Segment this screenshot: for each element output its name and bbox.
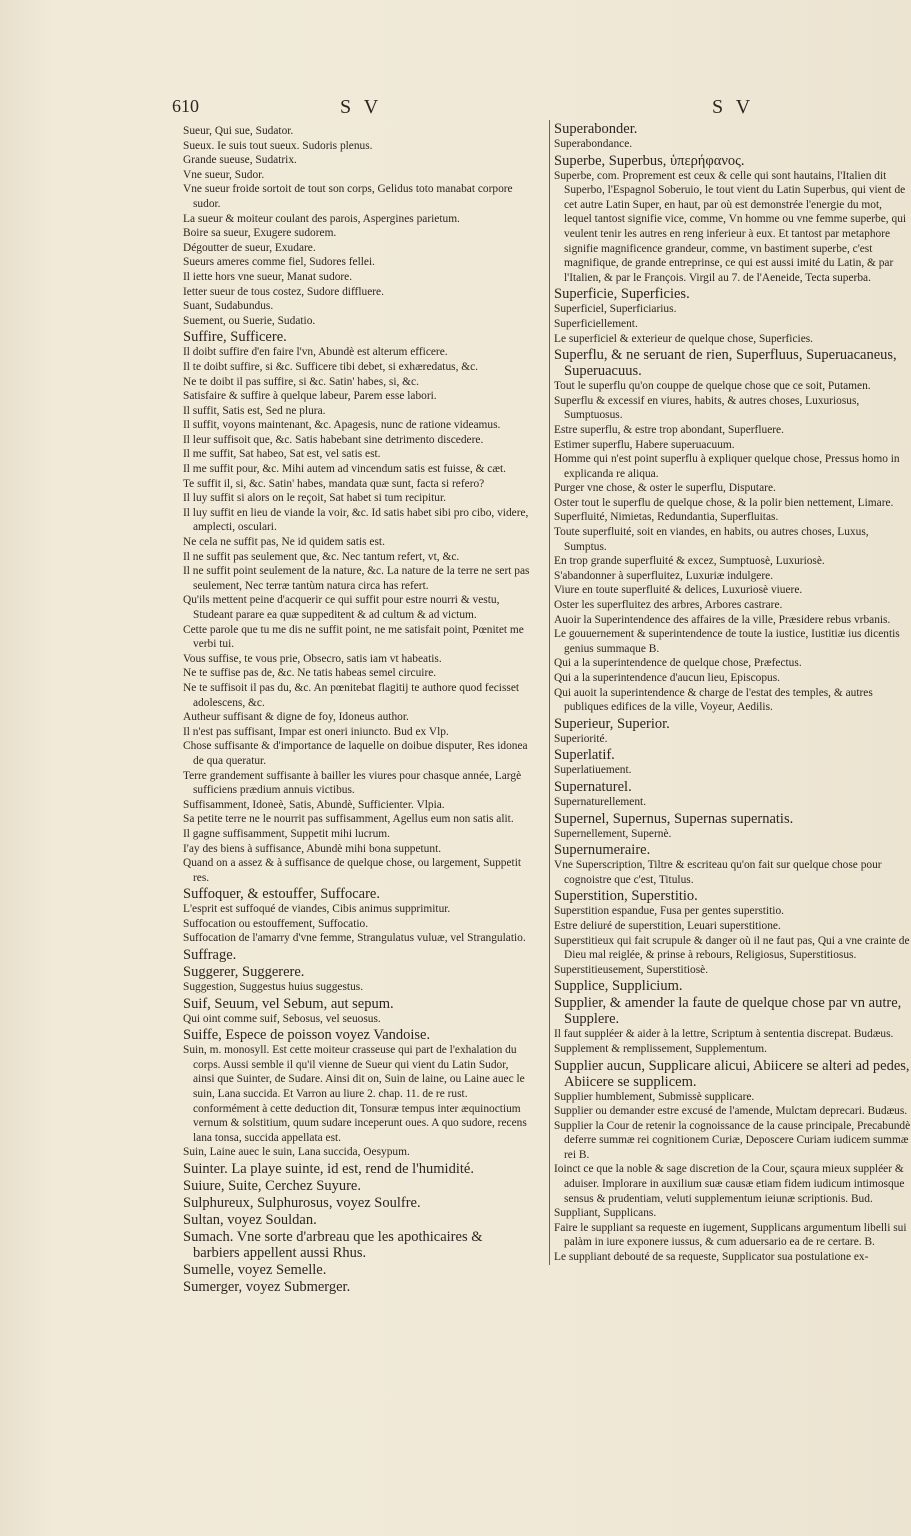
dictionary-entry: Viure en toute superfluité & delices, Luxuriosè viuere. [554, 584, 803, 597]
dictionary-entry: Ne te suffisoit il pas du, &c. An pœnitebat flagitij te authore quod fecisset adolescens, &c. [183, 681, 520, 709]
dictionary-entry: Superiorité. [554, 732, 608, 745]
dictionary-entry: Supplier la Cour de retenir la cognoissance de la cause principale, Precabundè deferre summæ rei cognitionem Curiæ, Deposcere Curiam iudicem summæ rei B. [554, 1119, 911, 1161]
dictionary-entry: Il faut suppléer & aider à la lettre, Scriptum à sententia discrepat. Budæus. [554, 1028, 894, 1041]
left-column [183, 124, 531, 1295]
dictionary-entry: Suffire, Sufficere. [183, 329, 287, 346]
dictionary-entry: Grande sueuse, Sudatrix. [183, 154, 297, 167]
dictionary-entry: Sumelle, voyez Semelle. [183, 1262, 327, 1278]
dictionary-entry: Il gagne suffisamment, Suppetit mihi lucrum. [183, 827, 391, 840]
dictionary-entry: Il suffit, voyons maintenant, &c. Apagesis, nunc de ratione videamus. [183, 419, 501, 432]
dictionary-entry: Suffocation ou estouffement, Suffocatio. [183, 917, 369, 930]
dictionary-entry: Estre superflu, & estre trop abondant, Superfluere. [554, 423, 784, 436]
dictionary-entry: Suiffe, Espece de poisson voyez Vandoise. [183, 1027, 431, 1044]
dictionary-entry: Supplier aucun, Supplicare alicui, Abiicere se alteri ad pedes, Abiicere se supplicem. [554, 1057, 910, 1090]
dictionary-entry: Suinter. La playe suinte, id est, rend de l'humidité. [183, 1161, 474, 1177]
dictionary-entry: Ne te suffise pas de, &c. Ne tatis habeas semel circuire. [183, 667, 437, 680]
dictionary-entry: Supplier, & amender la faute de quelque chose par vn autre, Supplere. [554, 995, 902, 1028]
dictionary-entry: Superstitieusement, Superstitiosè. [554, 963, 709, 976]
dictionary-entry: Autheur suffisant & digne de foy, Idoneus author. [183, 711, 409, 724]
dictionary-entry: Superstition, Superstitio. [554, 888, 698, 905]
dictionary-entry: Cette parole que tu me dis ne suffit point, ne me satisfait point, Pœnitet me verbi tui. [183, 623, 524, 651]
dictionary-entry: Purger vne chose, & oster le superflu, Disputare. [554, 482, 776, 495]
dictionary-entry: Supernel, Supernus, Supernas supernatis. [554, 810, 794, 827]
dictionary-entry: Qui a la superintendence d'aucun lieu, Episcopus. [554, 672, 780, 684]
dictionary-entry: Le superficiel & exterieur de quelque chose, Superficies. [554, 332, 814, 345]
dictionary-entry: Il me suffit pour, &c. Mihi autem ad vincendum satis est fuisse, & cæt. [183, 463, 506, 476]
dictionary-entry: Chose suffisante & d'importance de laquelle on doibue disputer, Res idonea de qua queratur. [183, 740, 528, 767]
dictionary-entry: Superabondance. [554, 138, 633, 150]
dictionary-entry: Sultan, voyez Souldan. [183, 1212, 317, 1228]
dictionary-entry: Estimer superflu, Habere superuacuum. [554, 438, 735, 451]
dictionary-entry: Superstitieux qui fait scrupule & danger où il ne faut pas, Qui a vne crainte de Dieu mal reiglée, & prinse à rebours, Religiosus, Superstitiosus. [554, 934, 910, 962]
dictionary-entry: Suppliant, Supplicans. [554, 1207, 657, 1220]
dictionary-entry: Supernaturel. [554, 778, 632, 795]
dictionary-entry: Il ne suffit pas seulement que, &c. Nec tantum refert, vt, &c. [183, 550, 460, 563]
dictionary-entry: Suin, m. monosyll. Est cette moiteur crasseuse qui part de l'exhalation du corps. Aussi semble il qu'il vienne de Sueur qui vient du Latin Sudor, ainsi que Suinter, de Sudare. Ainsi dit on, Suin de laine, ou Laine auec le suin, Lana succida. Et Varron au liure 2. chap. 11. de re rust. conformément à cette deduction dit, Tonsuræ tempus inter æquinoctium vernum & solstitium, quum sudare inceperunt oues. A quo sudore, recens lana tonsa, succida appellata est. [183, 1044, 527, 1144]
dictionary-entry: Il te doibt suffire, si &c. Sufficere tibi debet, si exhæredatus, &c. [183, 360, 479, 373]
dictionary-entry: Superflu & excessif en viures, habits, & autres choses, Luxuriosus, Sumptuosus. [554, 394, 860, 422]
dictionary-entry: Il luy suffit si alors on le reçoit, Sat habet si tum recipitur. [183, 492, 446, 505]
dictionary-entry: I'ay des biens à suffisance, Abundè mihi bona suppetunt. [183, 842, 442, 855]
dictionary-entry: Qui oint comme suif, Sebosus, vel seuosus. [183, 1012, 381, 1025]
dictionary-entry: Suffisamment, Idoneè, Satis, Abundè, Sufficienter. Vlpia. [183, 798, 445, 811]
dictionary-entry: Suffoquer, & estouffer, Suffocare. [183, 886, 380, 903]
dictionary-entry: Sueur, Qui sue, Sudator. [183, 125, 294, 137]
dictionary-entry: Suggestion, Suggestus huius suggestus. [183, 981, 364, 994]
dictionary-entry: Tout le superflu qu'on couppe de quelque chose que ce soit, Putamen. [554, 380, 871, 393]
dictionary-entry: Vous suffise, te vous prie, Obsecro, satis iam vt habeatis. [183, 652, 442, 665]
dictionary-entry: Il iette hors vne sueur, Manat sudore. [183, 270, 353, 283]
left-running-head: S V [340, 96, 383, 118]
dictionary-entry: Sa petite terre ne le nourrit pas suffisamment, Agellus eum non satis alit. [183, 813, 514, 826]
dictionary-entry: Auoir la Superintendence des affaires de la ville, Præsidere rebus vrbanis. [554, 613, 891, 626]
dictionary-entry: Sueurs ameres comme fiel, Sudores fellei. [183, 256, 376, 269]
dictionary-entry: Qui auoit la superintendence & charge de l'estat des temples, & autres publiques edifices de la ville, Voyeur, Aedilis. [554, 686, 873, 714]
dictionary-entry: Ioinct ce que la noble & sage discretion de la Cour, sçaura mieux suppléer & aduiser. Implorare in auxilium suæ causæ etiam fidem iudicum intimosque sensus & prudentiam, veluti supplementum ieiunæ scriptionis. Bud. [554, 1163, 905, 1205]
dictionary-entry: Superabonder. [554, 121, 638, 137]
dictionary-entry: Homme qui n'est point superflu à expliquer quelque chose, Pressus homo in explicanda re aliqua. [554, 453, 900, 480]
dictionary-entry: Terre grandement suffisante à bailler les viures pour chasque année, Largè sufficiens prædium annuis victibus. [183, 769, 522, 797]
dictionary-entry: Il ne suffit point seulement de la nature, &c. La nature de la terre ne sert pas seulement, Nec terræ tantùm natura circa has refert. [183, 565, 530, 592]
dictionary-entry: Dégoutter de sueur, Exudare. [183, 241, 316, 254]
right-running-head: S V [712, 96, 755, 118]
dictionary-entry: Sulphureux, Sulphurosus, voyez Soulfre. [183, 1195, 421, 1211]
dictionary-entry: Supernellement, Supernè. [554, 827, 672, 840]
dictionary-entry: Vne Superscription, Tiltre & escriteau qu'on fait sur quelque chose pour cognoistre que c'est, Titulus. [554, 859, 882, 886]
dictionary-entry: Ne te doibt il pas suffire, si &c. Satin' habes, si, &c. [183, 375, 419, 388]
dictionary-entry: En trop grande superfluité & excez, Sumptuosè, Luxuriosè. [554, 555, 825, 568]
dictionary-entry: Boire sa sueur, Exugere sudorem. [183, 227, 337, 240]
dictionary-entry: Superstition espandue, Fusa per gentes superstitio. [554, 905, 784, 918]
dictionary-entry: Il luy suffit en lieu de viande la voir, &c. Id satis habet sibi pro cibo, videre, amplecti, osculari. [183, 506, 529, 534]
dictionary-entry: Suffocation de l'amarry d'vne femme, Strangulatus vuluæ, vel Strangulatio. [183, 932, 526, 945]
dictionary-entry: Superlatiuement. [554, 764, 632, 777]
dictionary-entry: Qui a la superintendence de quelque chose, Præfectus. [554, 657, 802, 670]
dictionary-entry: Sumach. Vne sorte d'arbreau que les apothicaires & barbiers appellent aussi Rhus. [183, 1229, 483, 1261]
dictionary-entry: Oster les superfluitez des arbres, Arbores castrare. [554, 599, 783, 612]
dictionary-entry: Vne sueur froide sortoit de tout son corps, Gelidus toto manabat corpore sudor. [183, 183, 513, 210]
dictionary-entry: Toute superfluité, soit en viandes, en habits, ou autres choses, Luxus, Sumptus. [554, 526, 869, 553]
dictionary-entry: La sueur & moiteur coulant des parois, Aspergines parietum. [183, 212, 460, 225]
dictionary-entry: Quand on a assez & à suffisance de quelque chose, ou largement, Suppetit res. [183, 857, 522, 884]
dictionary-entry: Supplice, Supplicium. [554, 978, 683, 995]
dictionary-entry: Sueux. Ie suis tout sueux. Sudoris plenus. [183, 139, 373, 152]
dictionary-entry: L'esprit est suffoqué de viandes, Cibis animus supprimitur. [183, 903, 451, 916]
dictionary-entry: Superficie, Superficies. [554, 286, 690, 303]
dictionary-entry: Suif, Seuum, vel Sebum, aut sepum. [183, 995, 394, 1012]
dictionary-entry: Vne sueur, Sudor. [183, 168, 265, 181]
dictionary-entry: Superbe, Superbus, ὑπερήφανος. [554, 152, 745, 169]
dictionary-entry: Suant, Sudabundus. [183, 300, 274, 313]
dictionary-entry: Superflu, & ne seruant de rien, Superfluus, Superuacaneus, Superuacuus. [554, 347, 897, 380]
dictionary-entry: Supernaturellement. [554, 795, 647, 808]
page-number: 610 [172, 96, 199, 116]
dictionary-entry: Superficiel, Superficiarius. [554, 303, 677, 316]
dictionary-entry: Qu'ils mettent peine d'acquerir ce qui suffit pour estre nourri & vestu, Studeant parare ea quæ suppeditent & ad cultum & ad victum. [183, 594, 500, 621]
dictionary-entry: Il doibt suffire d'en faire l'vn, Abundè est alterum efficere. [183, 346, 448, 359]
dictionary-entry: Faire le suppliant sa requeste en iugement, Supplicans argumentum libelli sui palàm in iure exponere iussus, & cum aduersario ea de re certare. B. [554, 1221, 907, 1249]
dictionary-entry: Superbe, com. Proprement est ceux & celle qui sont hautains, l'Italien dit Superbo, l'Espagnol Soberuio, le tout vient du Latin Superbus, qui vient de cet autre Latin Super, en haut, par où est demonstrée l'energie du mot, lequel tantost signifie vice, comme, Vn homme ou vne femme superbe, qui veulent tenir les autres en reng inferieur à eux. Et tantost par metaphore signifie magnificence grandeur, comme, vn bastiment superbe, c'est magnifique, de grande entreprinse, ce qui est aussi imité du Latin, & par l'Italien, & par le François. Virgil au 7. de l'Aeneide, Tecta superba. [554, 169, 907, 284]
dictionary-entry: Le gouuernement & superintendence de toute la iustice, Iustitiæ ius dicentis genius summaque B. [554, 628, 900, 655]
dictionary-entry: Superieur, Superior. [554, 715, 670, 732]
right-column [549, 120, 911, 1265]
dictionary-entry: Ietter sueur de tous costez, Sudore diffluere. [183, 285, 384, 298]
dictionary-entry: Supplier humblement, Submissè supplicare. [554, 1090, 755, 1103]
dictionary-entry: Sumerger, voyez Submerger. [183, 1279, 351, 1295]
dictionary-entry: Il suffit, Satis est, Sed ne plura. [183, 404, 326, 417]
dictionary-entry: Estre deliuré de superstition, Leuari superstitione. [554, 919, 781, 932]
dictionary-entry: Suggerer, Suggerere. [183, 964, 305, 981]
dictionary-entry: Il me suffit, Sat habeo, Sat est, vel satis est. [183, 448, 381, 461]
dictionary-entry: Satisfaire & suffire à quelque labeur, Parem esse labori. [183, 390, 437, 403]
dictionary-entry: Superlatif. [554, 747, 615, 764]
dictionary-entry: Superficiellement. [554, 317, 638, 330]
dictionary-entry: Suement, ou Suerie, Sudatio. [183, 314, 316, 327]
dictionary-entry: Ne cela ne suffit pas, Ne id quidem satis est. [183, 536, 385, 549]
dictionary-entry: Te suffit il, si, &c. Satin' habes, mandata quæ sunt, facta si refero? [183, 477, 485, 490]
dictionary-entry: Suffrage. [183, 947, 237, 964]
dictionary-entry: Supplier ou demander estre excusé de l'amende, Mulctam deprecari. Budæus. [554, 1105, 908, 1118]
dictionary-entry: S'abandonner à superfluitez, Luxuriæ indulgere. [554, 569, 774, 582]
dictionary-entry: Supplement & remplissement, Supplementum. [554, 1042, 767, 1055]
dictionary-entry: Il leur suffisoit que, &c. Satis habebant sine detrimento discedere. [183, 433, 484, 446]
dictionary-entry: Suin, Laine auec le suin, Lana succida, Oesypum. [183, 1146, 410, 1159]
dictionary-entry: Supernumeraire. [554, 842, 651, 859]
dictionary-entry: Oster tout le superflu de quelque chose, & la polir bien nettement, Limare. [554, 496, 894, 509]
dictionary-entry: Suiure, Suite, Cerchez Suyure. [183, 1178, 361, 1194]
dictionary-entry: Le suppliant debouté de sa requeste, Supplicator sua postulatione ex- [554, 1251, 869, 1264]
dictionary-entry: Superfluité, Nimietas, Redundantia, Superfluitas. [554, 511, 779, 524]
dictionary-entry: Il n'est pas suffisant, Impar est oneri iniuncto. Bud ex Vlp. [183, 725, 449, 738]
